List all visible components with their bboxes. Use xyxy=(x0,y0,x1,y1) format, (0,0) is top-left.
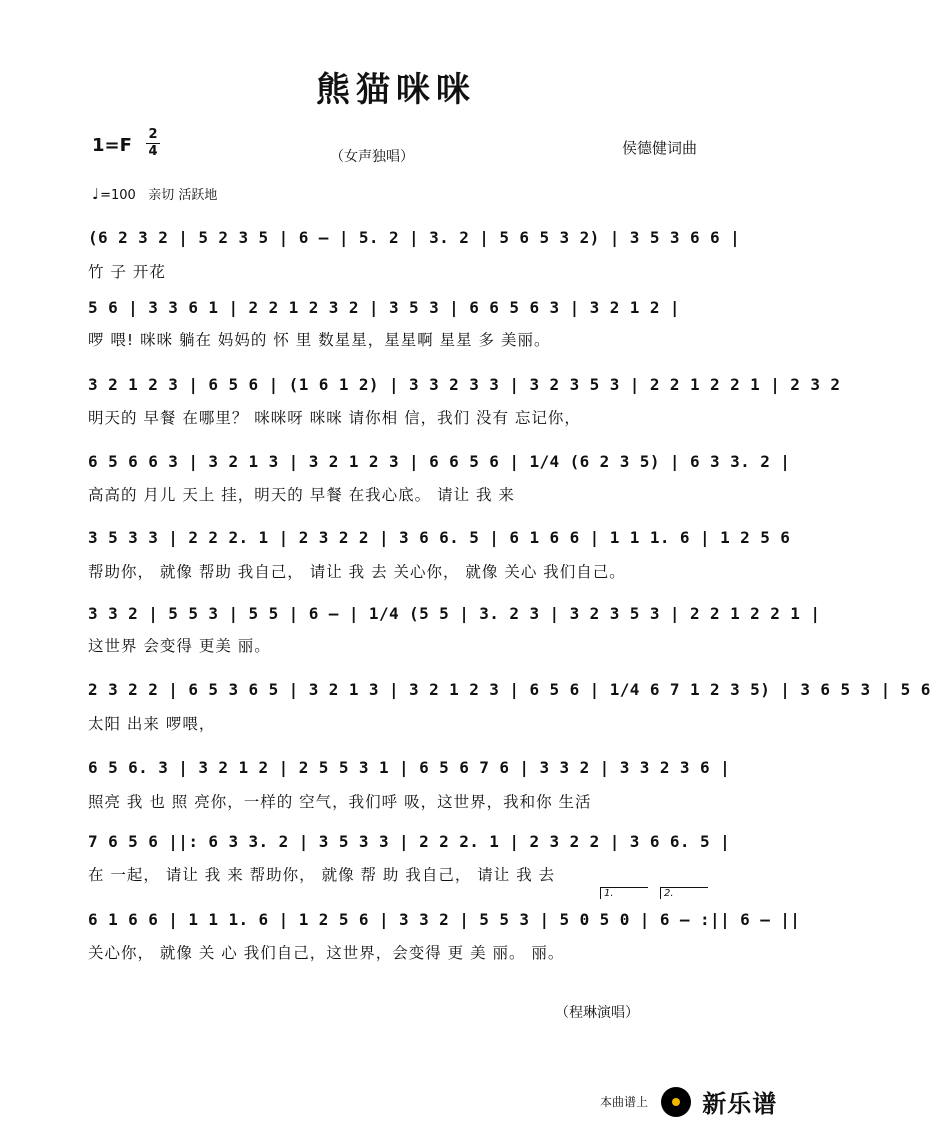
footer-label: 本曲谱上 xyxy=(600,1095,649,1109)
notation-line-2: 5 6 | 3 3 6 1 | 2 2 1 2 3 2 | 3 5 3 | 6 6 5 6 3 | 3 2 1 2 | xyxy=(88,298,680,317)
lyric-line-7: 太阳 出来 啰喂， xyxy=(88,715,216,733)
composer-credit: 侯德健词曲 xyxy=(622,139,698,157)
time-signature-numerator: 2 xyxy=(148,127,158,142)
lyric-line-10: 关心你， 就像 关 心 我们自己，这世界，会变得 更 美 丽。 丽。 xyxy=(88,944,565,962)
lyric-line-6: 这世界 会变得 更美 丽。 xyxy=(88,637,271,655)
tempo-expression: 亲切 活跃地 xyxy=(148,188,218,203)
lyric-line-8: 照亮 我 也 照 亮你，一样的 空气，我们呼 吸，这世界，我和你 生活 xyxy=(88,793,592,811)
key-signature: 1=F xyxy=(92,135,132,156)
song-title: 熊猫咪咪 xyxy=(316,70,476,110)
brand-name: 新乐谱 xyxy=(702,1090,778,1118)
quarter-note-icon: ♩ xyxy=(92,185,100,203)
notation-line-4: 6 5 6 6 3 | 3 2 1 3 | 3 2 1 2 3 | 6 6 5 6 | 1/4 (6 2 3 5) | 6 3 3. 2 | xyxy=(88,452,791,471)
lyric-line-3: 明天的 早餐 在哪里？ 咪咪呀 咪咪 请你相 信，我们 没有 忘记你， xyxy=(88,409,581,427)
volta-second-ending: 2. xyxy=(660,887,708,899)
notation-line-1: (6 2 3 2 | 5 2 3 5 | 6 – | 5. 2 | 3. 2 | 5 6 5 3 2) | 3 5 3 6 6 | xyxy=(88,228,741,247)
notation-line-8: 6 5 6. 3 | 3 2 1 2 | 2 5 5 3 1 | 6 5 6 7 6 | 3 3 2 | 3 3 2 3 6 | xyxy=(88,758,731,777)
notation-line-5: 3 5 3 3 | 2 2 2. 1 | 2 3 2 2 | 3 6 6. 5 | 6 1 6 6 | 1 1 1. 6 | 1 2 5 6 xyxy=(88,528,791,547)
volta-first-ending: 1. xyxy=(600,887,648,899)
notation-line-10: 6 1 6 6 | 1 1 1. 6 | 1 2 5 6 | 3 3 2 | 5 5 3 | 5 0 5 0 | 6 – :|| 6 – || xyxy=(88,910,801,929)
notation-line-3: 3 2 1 2 3 | 6 5 6 | (1 6 1 2) | 3 3 2 3 3 | 3 2 3 5 3 | 2 2 1 2 2 1 | 2 3 2 xyxy=(88,375,841,394)
notation-line-9: 7 6 5 6 ||: 6 3 3. 2 | 3 5 3 3 | 2 2 2. 1 | 2 3 2 2 | 3 6 6. 5 | xyxy=(88,832,731,851)
tempo-value: =100 xyxy=(100,188,136,203)
time-signature xyxy=(146,128,160,159)
performer-credit: （程琳演唱） xyxy=(555,1005,639,1021)
time-signature-denominator: 4 xyxy=(148,144,158,159)
vinyl-record-icon xyxy=(661,1087,691,1117)
subtitle: （女声独唱） xyxy=(330,149,414,165)
lyric-line-1: 竹 子 开花 xyxy=(88,263,166,281)
lyric-line-5: 帮助你， 就像 帮助 我自己， 请让 我 去 关心你， 就像 关心 我们自己。 xyxy=(88,563,626,581)
lyric-line-9: 在 一起， 请让 我 来 帮助你， 就像 帮 助 我自己， 请让 我 去 xyxy=(88,866,556,884)
notation-line-6: 3 3 2 | 5 5 3 | 5 5 | 6 – | 1/4 (5 5 | 3. 2 3 | 3 2 3 5 3 | 2 2 1 2 2 1 | xyxy=(88,604,821,623)
notation-line-7: 2 3 2 2 | 6 5 3 6 5 | 3 2 1 3 | 3 2 1 2 3 | 6 5 6 | 1/4 6 7 1 2 3 5) | 3 6 5 3 | 5 6 xyxy=(88,680,931,699)
lyric-line-4: 高高的 月儿 天上 挂，明天的 早餐 在我心底。 请让 我 来 xyxy=(88,486,515,504)
lyric-line-2: 啰 喂! 咪咪 躺在 妈妈的 怀 里 数星星，星星啊 星星 多 美丽。 xyxy=(88,331,551,349)
site-footer xyxy=(600,1084,777,1119)
tempo-marking xyxy=(92,184,217,203)
